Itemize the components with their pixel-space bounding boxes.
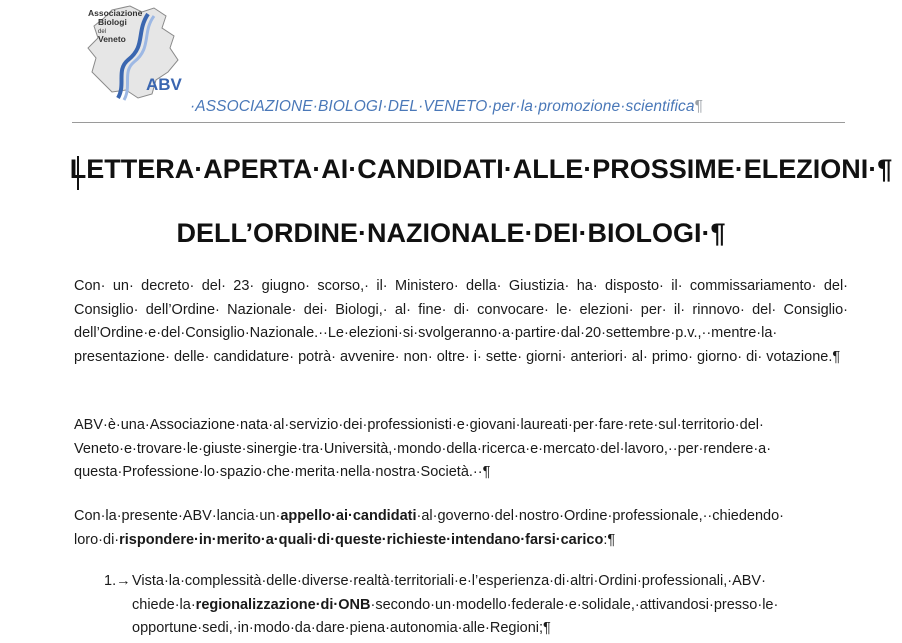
pilcrow-mark: ¶ [694,98,704,115]
paragraph-abv: ABV·è·una·Associazione·nata·al·servizio·dei·professionisti·e·giovani·laureati·per·fare·rete·sul·territorio·del· Veneto·e·trovare·le·giuste·sinergie·tra·Università,·mondo·della·ricerca·e·mercato·del·lavoro,··per·rendere·a· questa·Professione·lo·spazio·che·merita·nella·nostra·Società.··¶ [74,417,772,480]
list-item-number: 1.→ [104,573,131,589]
title-line-2: DELL’ORDINE·NAZIONALE·DEI·BIOLOGI·¶ [176,218,726,248]
paragraph-appeal-text-e: :¶ [603,531,616,548]
logo-text-4: Veneto [98,34,126,44]
paragraph-appeal-bold-a: appello·ai·candidati [280,508,417,524]
title-line-1: LETTERA·APERTA·AI·CANDIDATI·ALLE·PROSSIME·ELEZIONI·¶ [69,154,893,184]
list-item-text [132,570,824,641]
list-item-text-a: Vista·la·complessità·delle·diverse·realtà·territoriali·e·l’esperienza·di·altri·Ordini·professionali,·ABV· chiede·la· [132,573,766,613]
header-divider [72,122,845,123]
paragraph-appeal [74,505,848,552]
paragraph-appeal-bold-b: rispondere·in·merito·a·quali·di·queste·richieste·intendano·farsi·carico [119,531,604,548]
logo-text-1: Associazione [88,8,143,18]
organization-line [190,98,703,116]
organization-name: ·ASSOCIAZIONE·BIOLOGI·DEL·VENETO·per·la·promozione·scientifica [190,98,695,115]
logo-text-2: Biologi [98,17,127,27]
logo-abbrev: ABV [146,75,182,94]
paragraph-decree: Con· un· decreto· del· 23· giugno· scorso,· il· Ministero· della· Giustizia· ha· disposto· il· commissariamento· del· Consiglio· dell’Ordine· Nazionale· dei· Biologi,· al· fine· di· convocare· le· elezioni· per· il· rinnovo· del· Consiglio· dell’Ordine·e·del·Consiglio·Nazionale.··Le·elezioni·si·svolgeranno·a·partire·dal·20·settembre·p.v.,··mentre·la· presentazione· delle· candidature· potrà· avvenire· non· oltre· i· sette· giorni· anteriori· al· primo· giorno· di· votazione.¶ [74,278,848,365]
abv-logo [82,2,194,106]
logo-text-3: del [98,29,107,35]
list-item-bold: regionalizzazione·di·ONB [195,596,371,613]
paragraph-appeal-text-c: ·al·governo·del·nostro·Ordine·professionale,··chiedendo· loro·di· [74,508,785,548]
list-item-text-c: ·secondo·un·modello·federale·e·solidale,·attivandosi·presso·le· opportune·sedi,·in·modo·da·dare·piena·autonomia·alle·Regioni;¶ [132,596,779,636]
paragraph-appeal-text-a: Con·la·presente·ABV·lancia·un· [74,508,281,524]
